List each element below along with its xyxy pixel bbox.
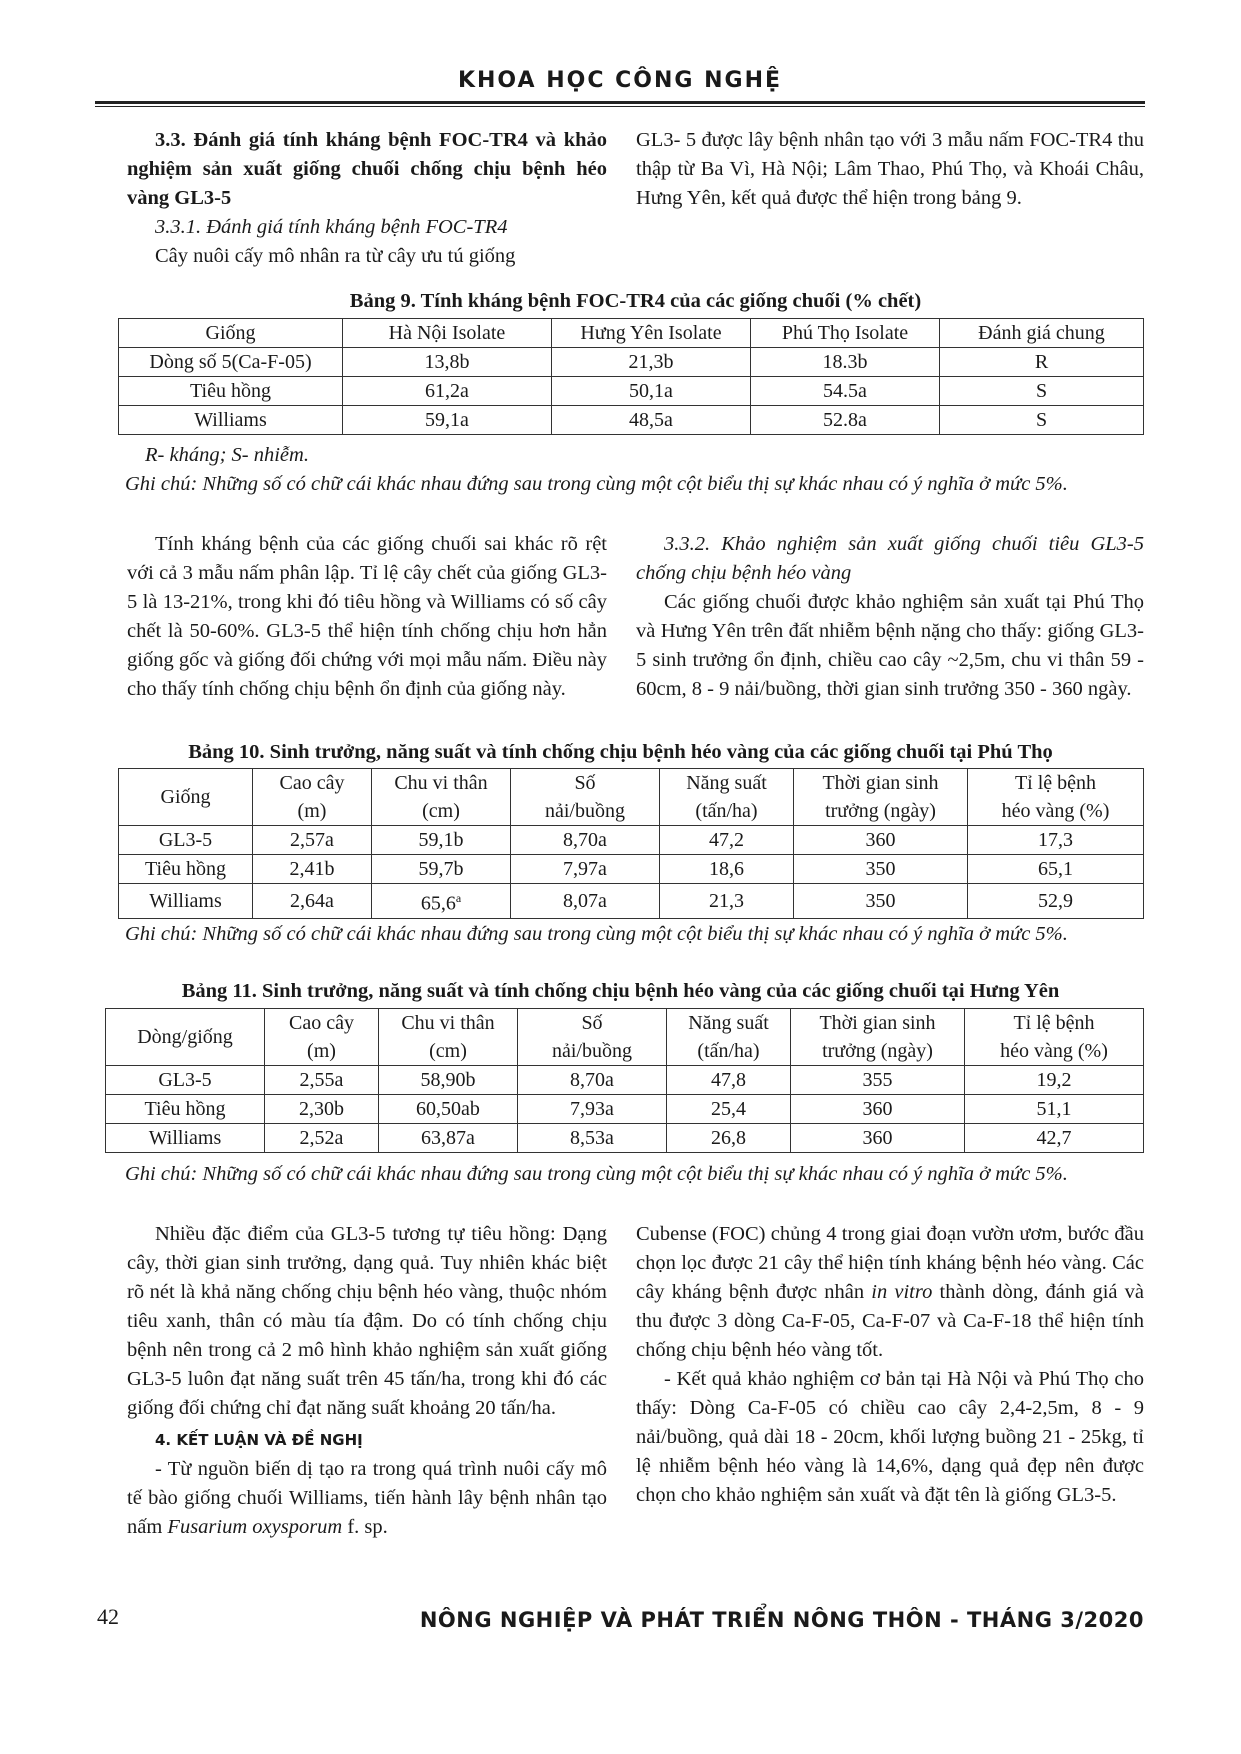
table-cell: 360 [794,826,968,855]
table-row [119,406,1144,435]
paragraph-gl35-traits: Nhiều đặc điểm của GL3-5 tương tự tiêu hồng: Dạng cây, thời gian sinh trưởng, dạng quả. Tuy nhiên khác biệt rõ nét là khả năng chống chịu bệnh héo vàng, thuộc nhóm tiêu xanh, thân có màu tía đậm. Do có tính chống chịu bệnh nên trong cả 2 mô hình khảo nghiệm sản xuất giống GL3-5 luôn đạt năng suất trên 45 tấn/ha, trong khi đó các giống đối chứng chỉ đạt năng suất khoảng 20 tấn/ha. [127,1223,607,1419]
table9-header-cell: Giống [119,319,343,348]
table-cell: Tiêu hồng [106,1095,265,1124]
subsection-heading-3-3-1: 3.3.1. Đánh giá tính kháng bệnh FOC-TR4 [155,216,508,238]
table10-header-row [119,797,1144,826]
table10-header-cell: héo vàng (%) [968,797,1144,826]
table-cell: Williams [106,1124,265,1153]
table-cell: 59,1b [372,826,511,855]
header-rule-thin [95,106,1145,107]
table11-note: Ghi chú: Những số có chữ cái khác nhau đứng sau trong cùng một cột biểu thị sự khác nhau có ý nghĩa ở mức 5%. [125,1163,1068,1185]
table10-header-cell: Cao cây [253,769,372,798]
table9-caption: Bảng 9. Tính kháng bệnh FOC-TR4 của các giống chuối (% chết) [349,290,922,312]
table11-header-row [106,1009,1144,1038]
table11-header-cell: trưởng (ngày) [791,1037,965,1066]
table10-header-cell: (cm) [372,797,511,826]
table11-header-cell: nải/buồng [518,1037,667,1066]
table10-header-cell: (m) [253,797,372,826]
table-row [119,377,1144,406]
table10-header-cell: nải/buồng [511,797,660,826]
table-cell: 42,7 [965,1124,1144,1153]
table-cell: 2,57a [253,826,372,855]
table11-header-cell: Cao cây [265,1009,379,1038]
table11-header-cell: (tấn/ha) [667,1037,791,1066]
table-cell: 19,2 [965,1066,1144,1095]
table-cell: Williams [119,406,343,435]
table11-header-cell: Dòng/giống [106,1009,265,1066]
in-vitro-term: in vitro [871,1281,933,1303]
table-cell: GL3-5 [106,1066,265,1095]
table10-note: Ghi chú: Những số có chữ cái khác nhau đứng sau trong cùng một cột biểu thị sự khác nhau có ý nghĩa ở mức 5%. [125,923,1068,945]
table-cell: 52.8a [751,406,940,435]
table-cell: 13,8b [343,348,552,377]
table-cell: 2,64a [253,884,372,919]
table11-header-cell: Số [518,1009,667,1038]
table11-header-cell: héo vàng (%) [965,1037,1144,1066]
table-cell-value: 65,6 [420,892,456,915]
superscript-letter: a [455,891,462,905]
table9-header-cell: Hà Nội Isolate [343,319,552,348]
table11-header-cell: (m) [265,1037,379,1066]
table11 [105,1008,1144,1153]
table-cell: 18.3b [751,348,940,377]
table-cell: 47,8 [667,1066,791,1095]
table10-header-cell: Thời gian sinh [794,769,968,798]
paragraph-resistance: Tính kháng bệnh của các giống chuối sai khác rõ rệt với cả 3 mẫu nấm phân lập. Tỉ lệ cây chết của giống GL3-5 là 13-21%, trong khi đó tiêu hồng và Williams có số cây chết là 50-60%. GL3-5 thể hiện tính chống chịu hơn hẳn giống gốc và giống đối chứng với mọi mẫu nấm. Điều này cho thấy tính chống chịu bệnh ổn định của giống này. [127,533,607,700]
section-heading-4: 4. KẾT LUẬN VÀ ĐỀ NGHỊ [155,1431,363,1449]
table-cell: 350 [794,884,968,919]
table-row [119,348,1144,377]
table-cell: Williams [119,884,253,919]
table9-header-cell: Hưng Yên Isolate [552,319,751,348]
table-cell [372,884,511,919]
table9-header-row [119,319,1144,348]
species-name: Fusarium oxysporum [167,1516,343,1538]
table-cell: 18,6 [660,855,794,884]
table10-header-cell: Số [511,769,660,798]
table9-header-cell: Phú Thọ Isolate [751,319,940,348]
table11-header-cell: Tỉ lệ bệnh [965,1009,1144,1038]
table-cell: 355 [791,1066,965,1095]
table-cell: GL3-5 [119,826,253,855]
conclusion-1-text-b: f. sp. [342,1516,388,1538]
page-number: 42 [97,1604,119,1629]
table-cell: S [940,377,1144,406]
table11-header-cell: (cm) [379,1037,518,1066]
table-row [119,855,1144,884]
table-cell: 2,30b [265,1095,379,1124]
right-column-bottom [636,1220,1144,1510]
table-cell: Dòng số 5(Ca-F-05) [119,348,343,377]
table-cell: 26,8 [667,1124,791,1153]
conclusion-1-cont-text-a: Cubense (FOC) chủng 4 trong giai đoạn vườn ươm, bước đầu chọn lọc được 21 cây thể hiện tính kháng bệnh héo vàng. Các cây kháng bệnh được nhân [636,1223,1144,1303]
table10-header-row [119,769,1144,798]
table-cell: 59,7b [372,855,511,884]
table-cell: 8,70a [518,1066,667,1095]
section-heading-3-3: 3.3. Đánh giá tính kháng bệnh FOC-TR4 và khảo nghiệm sản xuất giống chuối chống chịu bệnh héo vàng GL3-5 [127,129,607,209]
paragraph-conclusion-1 [127,1455,607,1542]
table-cell: 59,1a [343,406,552,435]
table-cell: 17,3 [968,826,1144,855]
table-row [106,1066,1144,1095]
paragraph-conclusion-1-continued [636,1220,1144,1365]
table11-caption: Bảng 11. Sinh trưởng, năng suất và tính chống chịu bệnh héo vàng của các giống chuối tại Hưng Yên [181,980,1060,1002]
running-header: KHOA HỌC CÔNG NGHỆ [457,68,783,93]
table-cell: 58,90b [379,1066,518,1095]
table-cell: 47,2 [660,826,794,855]
subsection-heading-3-3-2: 3.3.2. Khảo nghiệm sản xuất giống chuối tiêu GL3-5 chống chịu bệnh héo vàng [636,533,1144,584]
table10-header-cell: (tấn/ha) [660,797,794,826]
table-cell: 54.5a [751,377,940,406]
right-column-top [636,126,1144,213]
table-cell: 63,87a [379,1124,518,1153]
table-cell: Tiêu hồng [119,377,343,406]
table11-header-cell: Chu vi thân [379,1009,518,1038]
table9-header-cell: Đánh giá chung [940,319,1144,348]
left-column-bottom [127,1220,607,1542]
table-cell: 52,9 [968,884,1144,919]
table-cell: R [940,348,1144,377]
left-column-mid [127,530,607,704]
table-row [106,1124,1144,1153]
paragraph-field-trial: Các giống chuối được khảo nghiệm sản xuất tại Phú Thọ và Hưng Yên trên đất nhiễm bệnh nặng cho thấy: giống GL3-5 sinh trưởng ổn định, chiều cao cây ~2,5m, chu vi thân 59 - 60cm, 8 - 9 nải/buồng, thời gian sinh trưởng 350 - 360 ngày. [636,591,1144,700]
conclusion-1-text-a: - Từ nguồn biến dị tạo ra trong quá trình nuôi cấy mô tế bào giống chuối Williams, tiến hành lây bệnh nhân tạo nấm [127,1458,607,1538]
table10-header-cell: Chu vi thân [372,769,511,798]
table-cell: 2,41b [253,855,372,884]
table-cell: 50,1a [552,377,751,406]
table-cell: 8,07a [511,884,660,919]
table11-header-cell: Thời gian sinh [791,1009,965,1038]
table-cell: 350 [794,855,968,884]
table-cell: 2,52a [265,1124,379,1153]
table11-header-cell: Năng suất [667,1009,791,1038]
table-cell: 21,3b [552,348,751,377]
table-cell: 360 [791,1095,965,1124]
table9-legend: R- kháng; S- nhiễm. [145,444,309,466]
conclusion-1-cont-text-b: thành dòng, đánh giá và thu được 3 dòng Ca-F-05, Ca-F-07 và Ca-F-18 thể hiện tính chống chịu bệnh héo vàng tốt. [636,1281,1145,1361]
table10-header-cell: Giống [119,769,253,826]
table-cell: 2,55a [265,1066,379,1095]
header-rule-thick [95,101,1145,104]
table-cell: 8,53a [518,1124,667,1153]
journal-footer: NÔNG NGHIỆP VÀ PHÁT TRIỂN NÔNG THÔN - THÁNG 3/2020 [419,1608,1144,1632]
table-cell: 360 [791,1124,965,1153]
table-cell: 8,70a [511,826,660,855]
right-column-mid [636,530,1144,704]
table-cell: 48,5a [552,406,751,435]
table-cell: 60,50ab [379,1095,518,1124]
table-cell: 61,2a [343,377,552,406]
table-cell: 21,3 [660,884,794,919]
table10-header-cell: Năng suất [660,769,794,798]
left-column-top [127,126,607,271]
table-cell: 51,1 [965,1095,1144,1124]
table-cell: Tiêu hồng [119,855,253,884]
table10-header-cell: Tỉ lệ bệnh [968,769,1144,798]
section-heading-4-wrap [127,1425,607,1455]
table-cell: 7,97a [511,855,660,884]
table9-note: Ghi chú: Những số có chữ cái khác nhau đứng sau trong cùng một cột biểu thị sự khác nhau có ý nghĩa ở mức 5%. [125,473,1068,495]
table-cell: 65,1 [968,855,1144,884]
paragraph-conclusion-2: - Kết quả khảo nghiệm cơ bản tại Hà Nội và Phú Thọ cho thấy: Dòng Ca-F-05 có chiều cao cây 2,4-2,5m, 8 - 9 nải/buồng, quả dài 18 - 20cm, khối lượng buồng 21 - 25kg, tỉ lệ nhiễm bệnh héo vàng là 14,6%, dạng quả đẹp nên được chọn cho khảo nghiệm sản xuất và đặt tên là giống GL3-5. [636,1368,1144,1506]
paragraph-3-3-1-continued: GL3- 5 được lây bệnh nhân tạo với 3 mẫu nấm FOC-TR4 thu thập từ Ba Vì, Hà Nội; Lâm Thao, Phú Thọ, và Khoái Châu, Hưng Yên, kết quả được thể hiện trong bảng 9. [636,129,1144,209]
table10 [118,768,1144,919]
table10-header-cell: trưởng (ngày) [794,797,968,826]
table-row [119,826,1144,855]
table-row [119,884,1144,919]
table-cell: 25,4 [667,1095,791,1124]
table9 [118,318,1144,435]
table-cell: S [940,406,1144,435]
table10-caption: Bảng 10. Sinh trưởng, năng suất và tính chống chịu bệnh héo vàng của các giống chuối tại Phú Thọ [188,741,1053,763]
table-row [106,1095,1144,1124]
table-cell: 7,93a [518,1095,667,1124]
paragraph-3-3-1-start: Cây nuôi cấy mô nhân ra từ cây ưu tú giống [155,245,516,267]
